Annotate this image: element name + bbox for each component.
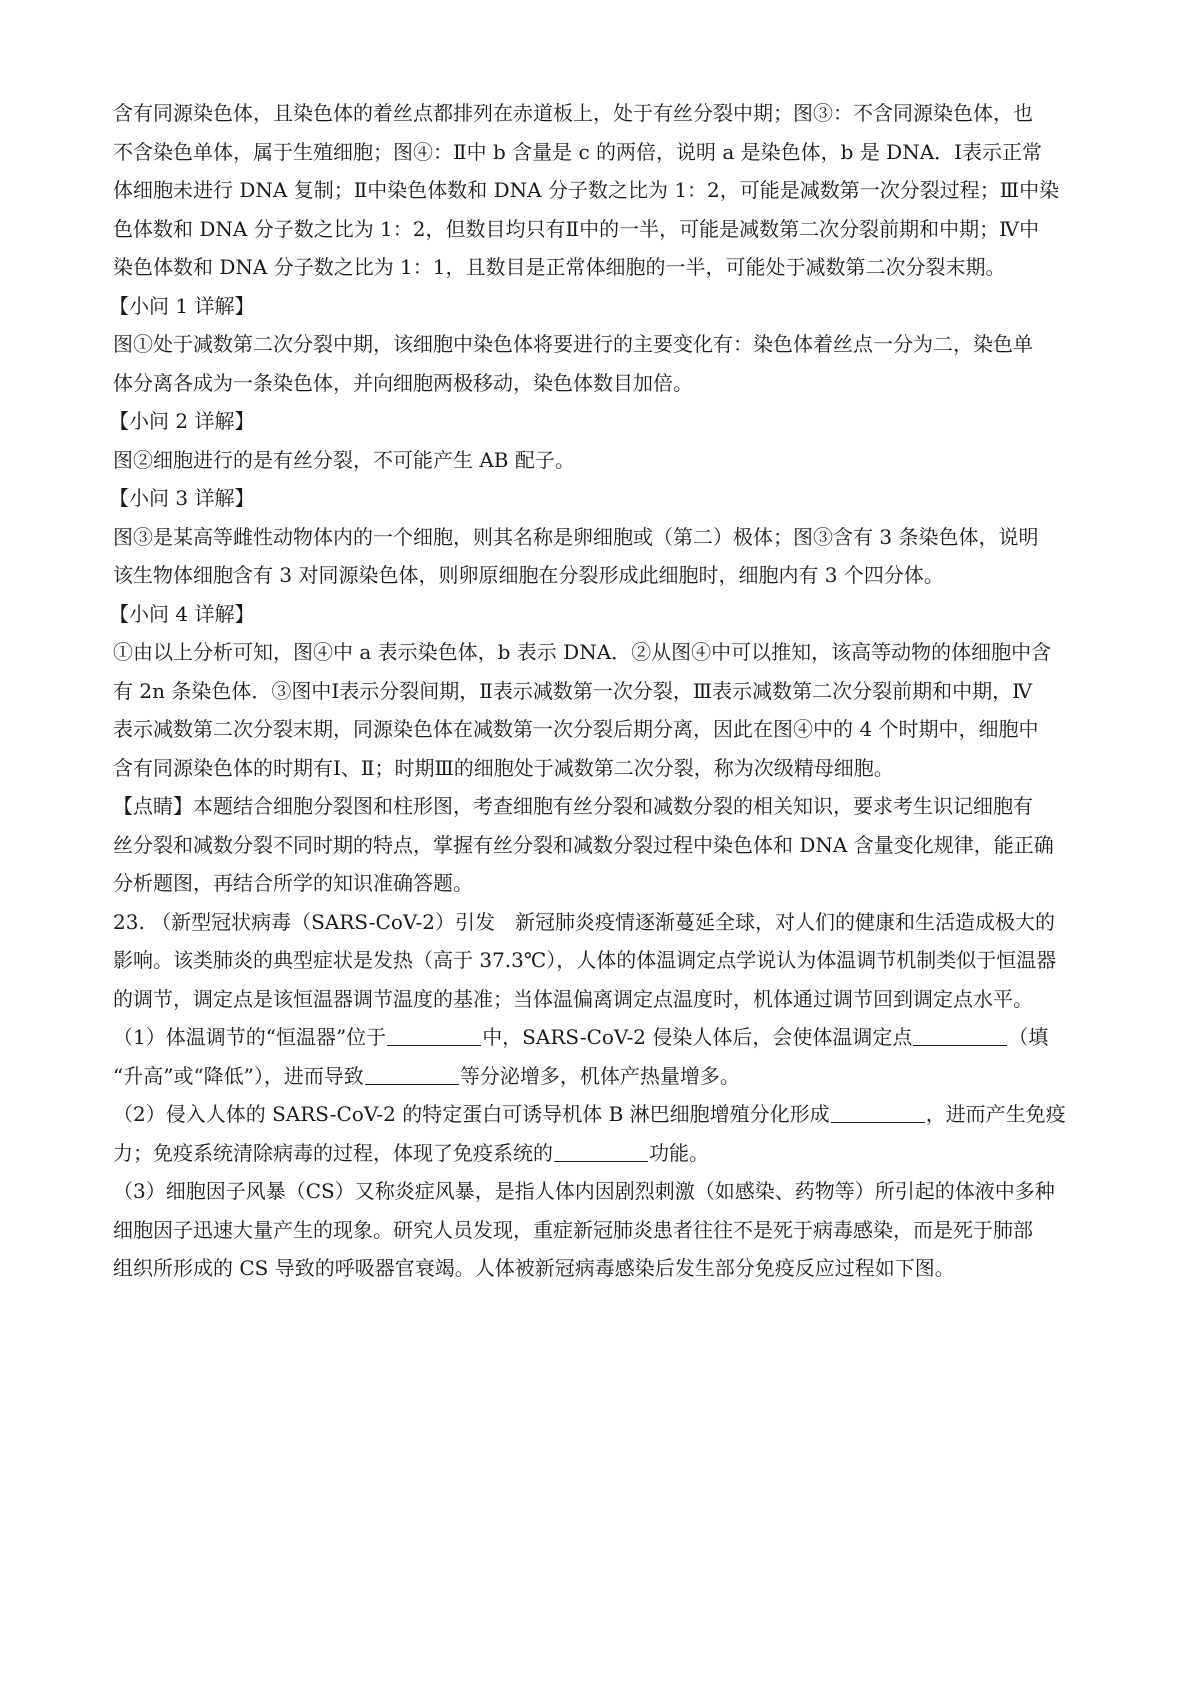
sub-question-text: ，进而产生免疫 — [925, 1102, 1066, 1126]
text-line: 含有同源染色体的时期有Ⅰ、Ⅱ；时期Ⅲ的细胞处于减数第二次分裂，称为次级精母细胞。 — [113, 755, 894, 780]
text-line: 色体数和 DNA 分子数之比为 1：2，但数目均只有Ⅱ中的一半，可能是减数第二次分裂前期和中期；Ⅳ中 — [113, 216, 1040, 241]
text-line: 表示减数第二次分裂末期，同源染色体在减数第一次分裂后期分离，因此在图④中的 4 个时期中，细胞中 — [113, 717, 1039, 741]
text-line: 有 2n 条染色体．③图中Ⅰ表示分裂间期，Ⅱ表示减数第一次分裂，Ⅲ表示减数第二次分裂前期和中期，Ⅳ — [113, 678, 1033, 703]
sub-question-1 — [113, 1018, 1103, 1057]
document-page — [109, 94, 1103, 1288]
text-line: 含有同源染色体，且染色体的着丝点都排列在赤道板上，处于有丝分裂中期；图③：不含同源染色体，也 — [113, 101, 1033, 125]
question-23-line: 影响。该类肺炎的典型症状是发热（高于 37.3℃），人体的体温调定点学说认为体温调节机制类似于恒温器 — [113, 948, 1057, 972]
text-line: 体分离各成为一条染色体，并向细胞两极移动，染色体数目加倍。 — [113, 370, 693, 395]
text-line: 染色体数和 DNA 分子数之比为 1：1，且数目是正常体细胞的一半，可能处于减数第二次分裂末期。 — [113, 255, 1006, 279]
comment-line: 丝分裂和减数分裂不同时期的特点，掌握有丝分裂和减数分裂过程中染色体和 DNA 含量变化规律，能正确 — [113, 832, 1054, 857]
text-line: 体细胞未进行 DNA 复制；Ⅱ中染色体数和 DNA 分子数之比为 1：2，可能是减数第一次分裂过程；Ⅲ中染 — [113, 178, 1060, 202]
text-line: ①由以上分析可知，图④中 a 表示染色体，b 表示 DNA．②从图④中可以推知，该高等动物的体细胞中含 — [113, 640, 1052, 664]
answer-blank[interactable] — [913, 1025, 1007, 1046]
text-line: 图③是某高等雌性动物体内的一个细胞，则其名称是卵细胞或（第二）极体；图③含有 3 条染色体，说明 — [113, 524, 1039, 549]
answer-blank[interactable] — [554, 1141, 648, 1162]
text-line: 不含染色单体，属于生殖细胞；图④：Ⅱ中 b 含量是 c 的两倍，说明 a 是染色体，b 是 DNA．Ⅰ表示正常 — [113, 139, 1043, 164]
section-heading-q4: 【小问 4 详解】 — [109, 601, 255, 626]
sub-question-2 — [113, 1095, 1103, 1134]
question-23-line: 23. （新型冠状病毒（SARS-CoV-2）引发 新冠肺炎疫情逐渐蔓延全球，对人们的健康和生活造成极大的 — [113, 909, 1055, 934]
question-23-line: 的调节，调定点是该恒温器调节温度的基准；当体温偏离调定点温度时，机体通过调节回到调定点水平。 — [113, 986, 1033, 1011]
sub-question-1-cont — [113, 1057, 1103, 1096]
comment-line: 分析题图，再结合所学的知识准确答题。 — [113, 871, 473, 895]
sub-question-text: 功能。 — [649, 1140, 709, 1165]
sub-question-text: “升高”或“降低”），进而导致 — [113, 1063, 364, 1088]
section-heading-q1: 【小问 1 详解】 — [109, 293, 255, 318]
answer-blank[interactable] — [831, 1102, 925, 1123]
sub-question-3: （3）细胞因子风暴（CS）又称炎症风暴，是指人体内因剧烈刺激（如感染、药物等）所引起的体液中多种 — [113, 1179, 1055, 1203]
sub-question-text: （2）侵入人体的 SARS-CoV-2 的特定蛋白可诱导机体 B 淋巴细胞增殖分化形成 — [113, 1102, 830, 1126]
answer-blank[interactable] — [365, 1064, 459, 1085]
text-line: 图②细胞进行的是有丝分裂，不可能产生 AB 配子。 — [113, 447, 575, 472]
sub-question-3-cont: 组织所形成的 CS 导致的呼吸器官衰竭。人体被新冠病毒感染后发生部分免疫反应过程如下图。 — [113, 1256, 955, 1280]
sub-question-3-cont: 细胞因子迅速大量产生的现象。研究人员发现，重症新冠肺炎患者往往不是死于病毒感染，而是死于肺部 — [113, 1217, 1033, 1242]
sub-question-2-cont — [113, 1134, 1103, 1173]
sub-question-text: （1）体温调节的“恒温器”位于 — [113, 1025, 387, 1049]
text-line: 该生物体细胞含有 3 对同源染色体，则卵原细胞在分裂形成此细胞时，细胞内有 3 个四分体。 — [113, 563, 944, 587]
sub-question-text: （填 — [1008, 1025, 1049, 1049]
section-heading-q2: 【小问 2 详解】 — [109, 409, 255, 433]
sub-question-text: 力；免疫系统清除病毒的过程，体现了免疫系统的 — [113, 1140, 553, 1165]
sub-question-text: 等分泌增多，机体产热量增多。 — [459, 1063, 740, 1088]
sub-question-text: 中，SARS-CoV-2 侵染人体后，会使体温调定点 — [482, 1025, 913, 1049]
text-line: 图①处于减数第二次分裂中期，该细胞中染色体将要进行的主要变化有：染色体着丝点一分为二，染色单 — [113, 332, 1033, 356]
answer-blank[interactable] — [387, 1025, 481, 1046]
section-heading-q3: 【小问 3 详解】 — [109, 486, 255, 510]
comment-line: 【点睛】本题结合细胞分裂图和柱形图，考查细胞有丝分裂和减数分裂的相关知识，要求考生识记细胞有 — [113, 794, 1033, 818]
